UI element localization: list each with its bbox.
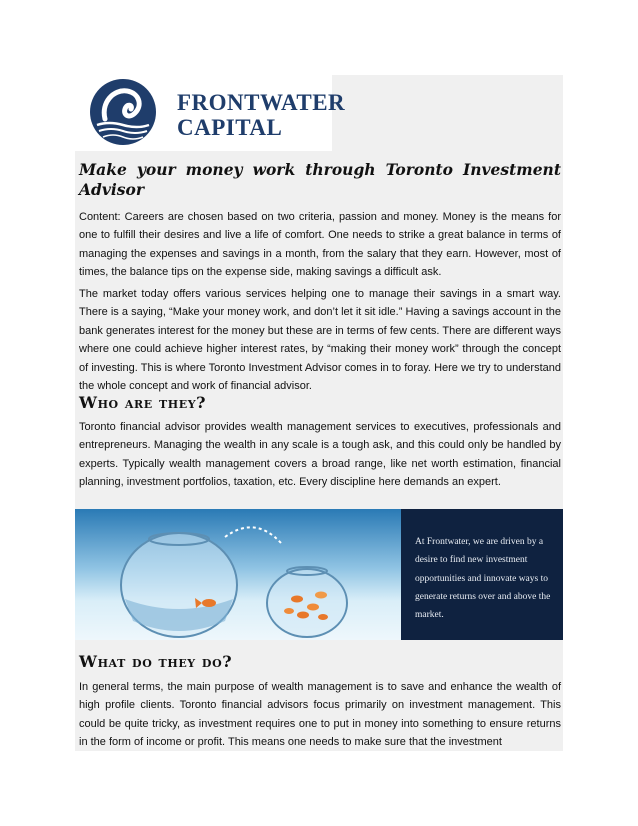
section-paragraph-what: In general terms, the main purpose of wealth management is to save and enhance the wealth of high profile clients. Toronto financial advisors focus primarily on investment management. This could be quite tricky, as investment requires one to put in money into something to ensure returns in the form of income or profit. This means one needs to make sure that the investment xyxy=(79,681,561,749)
section-heading-who: Who are they? xyxy=(79,393,207,412)
fishbowl-photo xyxy=(75,509,401,640)
intro-paragraph-2: The market today offers various services helping one to manage their savings in a smart way. There is a saying, “Make your money work, and don’t let it sit idle.” Having a savings account in the bank generates interest for the money but these are in terms of few cents. There are different ways where one could achieve higher interest rates, by “making their money work” through the concept of investing. This is where Toronto Investment Advisor comes in to foray. Here we try to understand the whole concept and work of financial advisor. xyxy=(79,288,561,393)
logo-wordmark xyxy=(177,90,345,140)
swan-logo-icon xyxy=(75,75,175,151)
section-paragraph-who: Toronto financial advisor provides wealth management services to executives, professionals and entrepreneurs. Managing the wealth in any scale is a tough ask, and this could only be handled by experts. Typically wealth management covers a broad range, like net worth estimation, financial planning, investment portfolios, taxation, etc. Every discipline here demands an expert. xyxy=(79,421,561,489)
intro-paragraph-1: Content: Careers are chosen based on two criteria, passion and money. Money is the means for one to fulfill their desires and live a life of comfort. One needs to strike a great balance in terms of managing the expenses and savings in a month, from the salary that they earn. However, most of times, the balance tips on the expense side, making savings a difficult ask. xyxy=(79,211,561,279)
article-title: Make your money work through Toronto Investment Advisor xyxy=(79,160,561,199)
frontwater-logo xyxy=(75,75,346,151)
section-heading-what: What do they do? xyxy=(79,652,233,671)
fishbowl-banner xyxy=(75,509,563,640)
fishbowl-illustration-icon xyxy=(75,509,401,640)
logo-line-2: CAPITAL xyxy=(177,115,283,140)
logo-line-1: FRONTWATER xyxy=(177,90,346,115)
document-page xyxy=(75,75,563,751)
banner-caption: At Frontwater, we are driven by a desire to find new investment opportunities and innovate ways to generate returns over and above the market. xyxy=(415,537,551,621)
